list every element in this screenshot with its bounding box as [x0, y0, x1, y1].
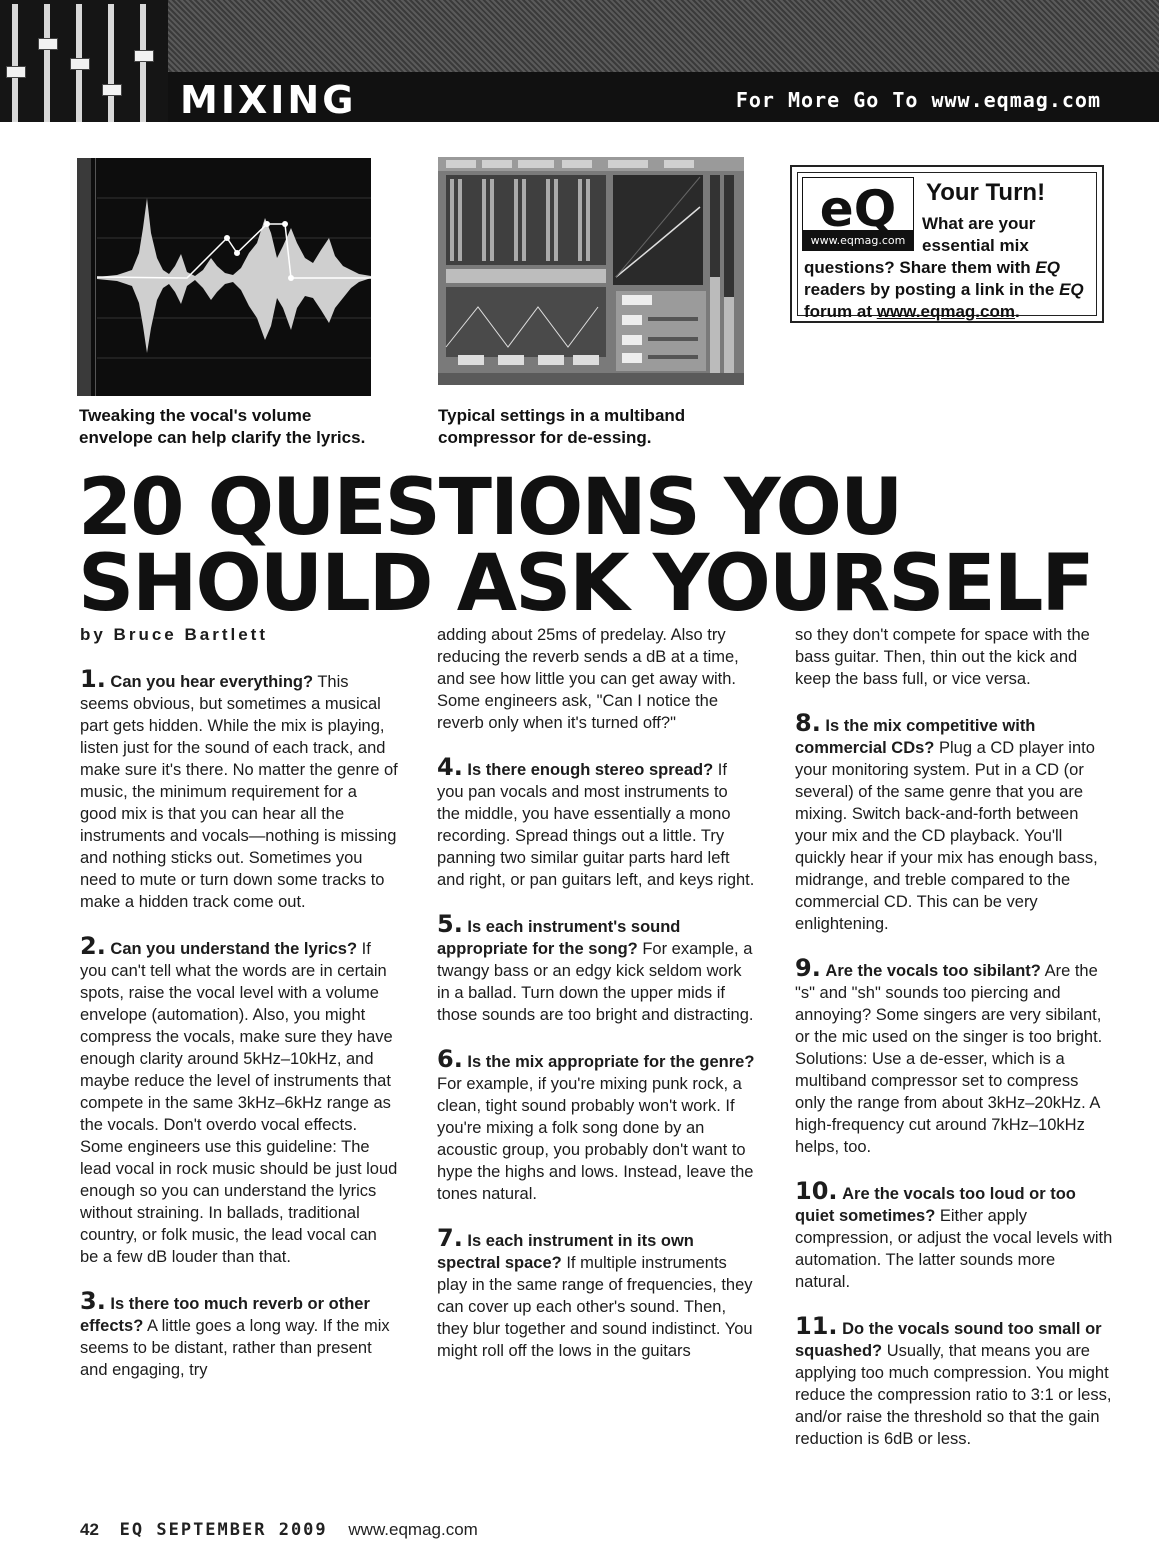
- article-headline: 20 QUESTIONS YOU SHOULD ASK YOURSELF: [78, 463, 1093, 629]
- eq-logo-url: www.eqmag.com: [810, 234, 906, 247]
- question-2: 2. Can you understand the lyrics? If you can't tell what the words are in certain spots, raise the vocal level with a volume envelope (automation). Also, you might compress the vocals, make sure they have enough clarity around 5kHz–10kHz, and maybe reduce the level of instruments that compete in the same 3kHz–6kHz range as the vocals. Don't overdo vocal effects. Some engineers use this guideline: The lead vocal in rock music should be just loud enough so you can understand the lyrics without straining. In ballads, traditional country, or folk music, the lead vocal can be a few dB louder than that.: [80, 932, 398, 1266]
- your-turn-body: What are your essential mix questions? Share them with EQ readers by posting a link in the EQ forum at www.eqmag.com.: [804, 214, 1084, 321]
- question-3-continued: adding about 25ms of predelay. Also try reducing the reverb sends a dB at a time, and see how little you can get away with. Some engineers ask, "Can I notice the reverb only when it's turned off?": [437, 626, 739, 732]
- article-column-1: [80, 624, 398, 1403]
- your-turn-inner: [797, 172, 1097, 321]
- your-turn-box: [790, 165, 1104, 323]
- question-1: 1. Can you hear everything? This seems obvious, but sometimes a musical part gets hidden. While the mix is playing, listen just for the sound of each track, and make sure it's there. No matter the genre of music, the minimum requirement for a good mix is that you can hear all the instruments and vocals—nothing is missing and nothing sticks out. Sometimes you need to mute or turn down some tracks to make a hidden track come out.: [80, 665, 398, 911]
- forum-link[interactable]: www.eqmag.com: [876, 302, 1015, 321]
- question-7: 7. Is each instrument in its own spectral space? If multiple instruments play in the same range of frequencies, they can cover up each other's sound. Then, they blur together and sound indistinct. You might roll off the lows in the guitars: [437, 1224, 753, 1360]
- page-footer: [80, 1520, 478, 1540]
- multiband-compressor-image: [438, 157, 744, 385]
- footer-url[interactable]: www.eqmag.com: [348, 1520, 478, 1539]
- question-8: 8. Is the mix competitive with commercial CDs? Plug a CD player into your monitoring system. Put in a CD (or several) of the same genre that you are mixing. Switch back-and-forth between your mix and the CD playback. You'll quickly hear if your mix has enough bass, midrange, and treble compared to the commercial CD. This can be very enlightening.: [795, 709, 1098, 933]
- question-6: 6. Is the mix appropriate for the genre? For example, if you're mixing punk rock, a clean, tight sound probably won't work. If you're mixing a folk song done by an acoustic group, you probably don't want to hype the highs and lows. Instead, leave the tones natural.: [437, 1045, 755, 1203]
- question-11: 11. Do the vocals sound too small or squashed? Usually, that means you are applying too much compression. You might reduce the compression ratio to 3:1 or less, and/or raise the threshold so that the gain reduction is 6dB or less.: [795, 1312, 1112, 1448]
- byline: by Bruce Bartlett: [80, 625, 268, 644]
- article-column-2: [437, 624, 755, 1384]
- question-9: 9. Are the vocals too sibilant? Are the "s" and "sh" sounds too piercing and annoying? Some singers are very sibilant, or the mic used on the singer is too bright. Solutions: Use a de-esser, which is a multiband compressor set to compress only the range from about 3kHz–20kHz. A high-frequency cut around 7kHz–10kHz helps, too.: [795, 954, 1103, 1156]
- your-turn-title: Your Turn!: [926, 179, 1046, 206]
- question-5: 5. Is each instrument's sound appropriate for the song? For example, a twangy bass or an edgy kick seldom work in a ballad. Turn down the upper mids if those sounds are too bright and distracting.: [437, 910, 754, 1024]
- magazine-issue: EQ SEPTEMBER 2009: [119, 1520, 328, 1540]
- article-column-3: [795, 624, 1113, 1472]
- header-pattern: [0, 0, 1159, 72]
- question-10: 10. Are the vocals too loud or too quiet sometimes? Either apply compression, or adjust the vocal levels with automation. The latter sounds more natural.: [795, 1177, 1113, 1291]
- question-7-continued: so they don't compete for space with the bass guitar. Then, thin out the kick and keep the bass full, or vice versa.: [795, 626, 1090, 688]
- section-title: MIXING: [180, 78, 357, 122]
- vocal-envelope-image: [77, 158, 371, 396]
- more-link[interactable]: For More Go To www.eqmag.com: [735, 88, 1101, 112]
- figure-caption: Tweaking the vocal's volume envelope can help clarify the lyrics.: [79, 406, 366, 447]
- page-number: 42: [80, 1520, 99, 1539]
- fader-graphic: [0, 0, 168, 122]
- question-4: 4. Is there enough stereo spread? If you pan vocals and most instruments to the middle, you have essentially a mono recording. Spread things out a little. Try panning two similar guitar parts hard left and right, or pan guitars left, and keys right.: [437, 753, 755, 889]
- question-3: 3. Is there too much reverb or other effects? A little goes a long way. If the mix seems to be distant, rather than present and engaging, try: [80, 1287, 390, 1379]
- figure-caption: Typical settings in a multiband compressor for de-essing.: [438, 406, 686, 447]
- eq-logo-text: eQ: [819, 180, 897, 238]
